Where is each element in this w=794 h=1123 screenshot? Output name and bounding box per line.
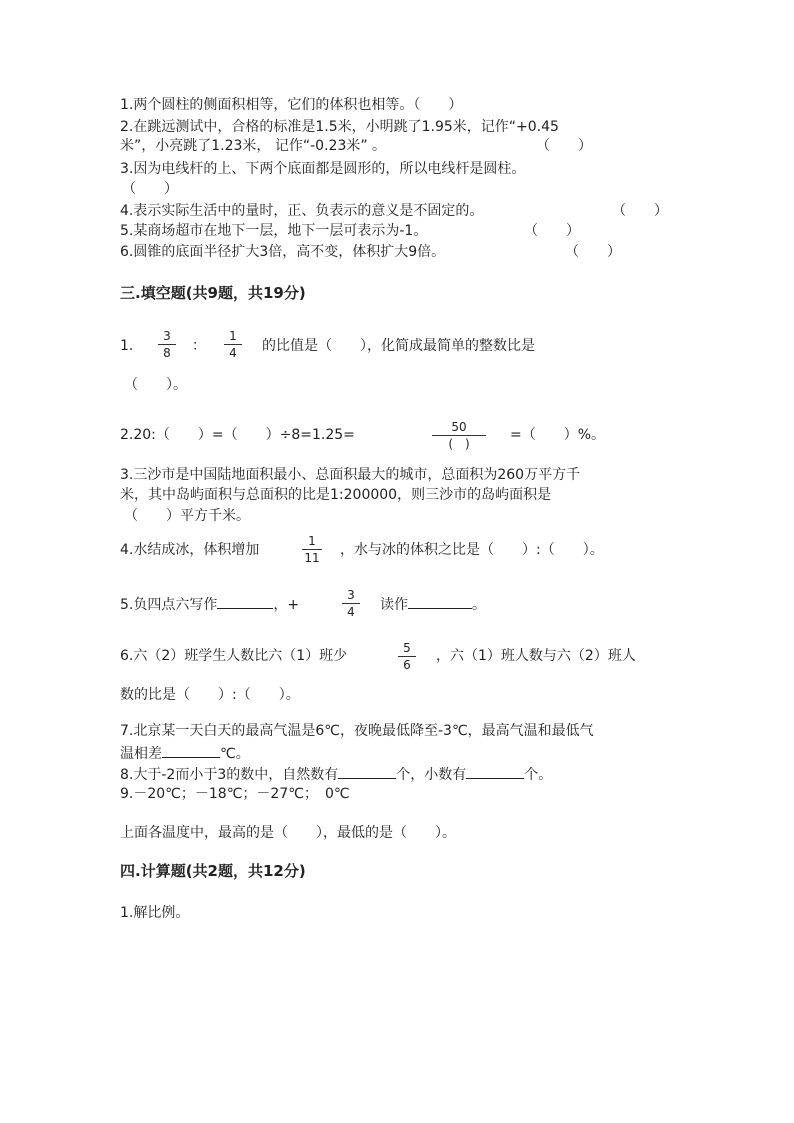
judge-q2-paren: （ ） — [536, 138, 592, 154]
answer-blank — [217, 594, 273, 609]
fraction-denominator: 6 — [403, 658, 411, 672]
fill-q9-values: 9.－20℃；－18℃；－27℃； 0℃ — [120, 786, 350, 802]
fraction-1-11 — [302, 534, 322, 565]
fraction-bar — [158, 344, 176, 345]
fill-q1-text: 的比值是（ ），化简成最简单的整数比是 — [262, 338, 535, 354]
section-title-fill-blanks: 三.填空题(共9题，共19分) — [120, 284, 306, 302]
fraction-denominator: ( ) — [448, 437, 470, 451]
fraction-numerator: 50 — [451, 420, 467, 434]
fill-q6-text3: 数的比是（ ）:（ ）。 — [120, 687, 300, 703]
fraction-denominator: 11 — [304, 551, 320, 565]
answer-blank — [466, 764, 524, 779]
fill-q6-text: 6.六（2）班学生人数比六（1）班少 — [120, 648, 348, 664]
fill-q5-text — [120, 594, 299, 614]
fill-q8 — [120, 764, 552, 784]
fill-q3-line1: 3.三沙市是中国陆地面积最小、总面积最大的城市，总面积为260万平方千 — [120, 467, 581, 483]
fill-q5-mid: ，+ — [273, 597, 300, 613]
fill-q7-suffix: ℃。 — [220, 746, 250, 762]
fill-q1-text2: （ ）。 — [124, 377, 187, 393]
fill-q8-prefix: 8.大于-2而小于3的数中，自然数有 — [120, 767, 339, 783]
judge-q1: 1.两个圆柱的侧面积相等，它们的体积也相等。（ ） — [120, 97, 463, 113]
calc-q1: 1.解比例。 — [120, 905, 190, 921]
judge-q6: 6.圆锥的底面半径扩大3倍，高不变，体积扩大9倍。 — [120, 244, 446, 260]
answer-blank — [338, 764, 396, 779]
fraction-bar — [302, 549, 322, 550]
fraction-numerator: 3 — [347, 588, 355, 602]
fill-q3-line3: （ ）平方千米。 — [124, 508, 250, 524]
fraction-numerator: 1 — [308, 534, 316, 548]
fraction-numerator: 1 — [229, 329, 237, 343]
fraction-bar — [432, 435, 486, 436]
fraction-bar — [224, 344, 242, 345]
judge-q2-line2: 米”，小亮跳了1.23米， 记作“-0.23米” 。 — [120, 138, 387, 154]
fraction-denominator: 8 — [163, 346, 171, 360]
fill-q3-line2: 米，其中岛屿面积与总面积的比是1:200000，则三沙市的岛屿面积是 — [120, 487, 552, 503]
fraction-3-4 — [342, 588, 360, 619]
fraction-bar — [398, 656, 416, 657]
fill-q5-read-label: 读作 — [380, 597, 408, 613]
fill-q7-prefix: 温相差 — [120, 746, 162, 762]
fraction-3-8 — [158, 329, 176, 360]
judge-q2-line1: 2.在跳远测试中，合格的标准是1.5米，小明跳了1.95米，记作“+0.45 — [120, 119, 559, 135]
fraction-numerator: 3 — [163, 329, 171, 343]
fill-q8-suffix: 个。 — [524, 767, 553, 783]
judge-q4: 4.表示实际生活中的量时，正、负表示的意义是不固定的。 — [120, 203, 484, 219]
fill-q5-prefix: 5.负四点六写作 — [120, 597, 218, 613]
fraction-bar — [342, 603, 360, 604]
fill-q6-text2: ，六（1）班人数与六（2）班人 — [436, 648, 636, 664]
fill-q7-line2 — [120, 743, 250, 763]
fraction-1-4 — [224, 329, 242, 360]
judge-q5: 5.某商场超市在地下一层，地下一层可表示为-1。 — [120, 223, 428, 239]
judge-q5-paren: （ ） — [524, 223, 580, 239]
judge-q3-paren: （ ） — [122, 181, 178, 197]
fill-q9-question: 上面各温度中，最高的是（ ），最低的是（ ）。 — [120, 825, 456, 841]
fill-q5-read — [380, 594, 486, 614]
section-title-calculation: 四.计算题(共2题，共12分) — [120, 862, 306, 880]
fraction-50-blank — [432, 420, 486, 451]
fraction-denominator: 4 — [347, 605, 355, 619]
judge-q4-paren: （ ） — [612, 203, 668, 219]
fill-q2-text2: =（ ）%。 — [510, 427, 606, 443]
judge-q6-paren: （ ） — [565, 244, 621, 260]
fraction-denominator: 4 — [229, 346, 237, 360]
judge-q3-line1: 3.因为电线杆的上、下两个底面都是圆形的，所以电线杆是圆柱。 — [120, 161, 526, 177]
fill-q5-end: 。 — [472, 597, 486, 613]
fill-q2-text: 2.20:（ ）=（ ）÷8=1.25= — [120, 427, 355, 443]
answer-blank — [162, 743, 220, 758]
answer-blank — [408, 594, 472, 609]
fill-q8-mid: 个，小数有 — [396, 767, 467, 783]
fill-q4-text: 4.水结成冰，体积增加 — [120, 542, 260, 558]
fraction-5-6 — [398, 641, 416, 672]
fraction-numerator: 5 — [403, 641, 411, 655]
fill-q1-colon: ： — [192, 338, 206, 354]
fill-q1-number: 1. — [120, 338, 134, 354]
fill-q4-text2: ，水与冰的体积之比是（ ）:（ ）。 — [340, 542, 604, 558]
fill-q7-line1: 7.北京某一天白天的最高气温是6℃，夜晚最低降至-3℃，最高气温和最低气 — [120, 723, 594, 739]
